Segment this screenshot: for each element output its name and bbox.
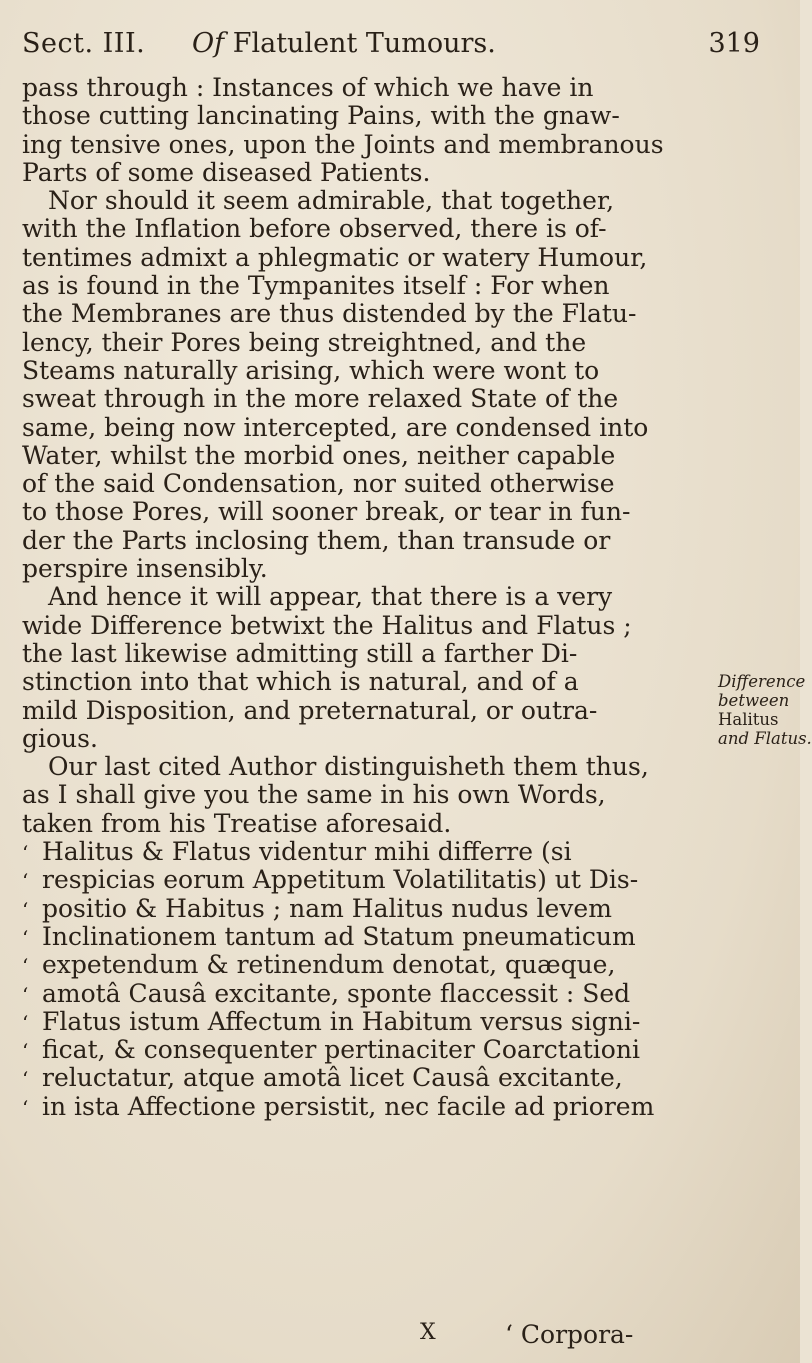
text-line xyxy=(22,300,712,328)
text-line xyxy=(22,640,712,668)
text-line-content: perspire insensibly. xyxy=(22,554,268,584)
text-line xyxy=(22,781,712,809)
quote-mark: ‘ xyxy=(22,925,29,950)
text-line-content: Halitus & Flatus videntur mihi differre (si xyxy=(42,837,572,867)
quote-mark: ‘ xyxy=(22,954,29,979)
text-line xyxy=(22,866,712,894)
running-title-of: Of xyxy=(192,28,225,59)
signature-mark: X xyxy=(420,1320,436,1345)
margin-note-line: and Flatus. xyxy=(718,729,812,748)
text-line xyxy=(22,131,712,159)
text-line-content: amotâ Causâ excitante, sponte flaccessit : Sed xyxy=(42,978,631,1008)
text-line-content: pass through : Instances of which we have in xyxy=(22,73,594,102)
text-line-content: Nor should it seem admirable, that together, xyxy=(48,186,615,216)
text-line-content: expetendum & retinendum denotat, quæque, xyxy=(42,950,616,980)
text-line xyxy=(22,244,712,272)
margin-note-line: Halitus xyxy=(718,710,779,729)
text-line xyxy=(22,753,712,781)
text-line xyxy=(22,838,712,866)
quote-mark: ‘ xyxy=(22,1039,29,1064)
text-line-content: Our last cited Author distinguisheth them thus, xyxy=(48,752,649,782)
text-line xyxy=(22,498,712,526)
text-line xyxy=(22,470,712,498)
running-title-rest: Flatulent Tumours. xyxy=(232,28,496,59)
text-line xyxy=(22,187,712,215)
text-line xyxy=(22,272,712,300)
text-line xyxy=(22,1093,712,1121)
text-line-content: respicias eorum Appetitum Volatilitatis) ut Dis- xyxy=(42,865,639,895)
quote-mark: ‘ xyxy=(22,982,29,1007)
page-number: 319 xyxy=(708,28,760,59)
text-line xyxy=(22,442,712,470)
margin-note-line: between xyxy=(718,691,790,710)
text-line-content: Parts of some diseased Patients. xyxy=(22,157,431,187)
text-line-content: ing tensive ones, upon the Joints and membranous xyxy=(22,129,664,159)
quote-mark: ‘ xyxy=(22,1010,29,1035)
text-line-content: taken from his Treatise aforesaid. xyxy=(22,808,452,838)
text-line-content: same, being now intercepted, are condensed into xyxy=(22,412,649,442)
text-line xyxy=(22,357,712,385)
text-line-content: ficat, & consequenter pertinaciter Coarctationi xyxy=(42,1035,640,1065)
section-number: Sect. III. xyxy=(22,28,146,59)
text-line-content: sweat through in the more relaxed State of the xyxy=(22,384,619,414)
text-line-content: tentimes admixt a phlegmatic or watery Humour, xyxy=(22,242,648,272)
text-line-content: wide Difference betwixt the Halitus and Flatus ; xyxy=(22,610,632,640)
quote-mark: ‘ xyxy=(22,869,29,894)
text-line-content: to those Pores, will sooner break, or tear in fun- xyxy=(22,497,631,527)
quote-mark: ‘ xyxy=(22,1067,29,1092)
text-line xyxy=(22,1036,712,1064)
text-line xyxy=(22,1008,712,1036)
running-header xyxy=(22,28,760,72)
text-line-content: those cutting lancinating Pains, with the gnaw- xyxy=(22,101,620,131)
text-line xyxy=(22,810,712,838)
text-line-content: gious. xyxy=(22,723,98,753)
text-line-content: as is found in the Tympanites itself : For when xyxy=(22,271,610,301)
text-line xyxy=(22,215,712,243)
text-line-content: with the Inflation before observed, there is of- xyxy=(22,214,607,244)
text-line-content: mild Disposition, and preternatural, or outra- xyxy=(22,695,598,725)
text-line xyxy=(22,612,712,640)
text-line xyxy=(22,527,712,555)
text-line-content: as I shall give you the same in his own Words, xyxy=(22,780,606,810)
text-line xyxy=(22,102,712,130)
text-line-content: reluctatur, atque amotâ licet Causâ excitante, xyxy=(42,1063,623,1093)
margin-note-line: Difference xyxy=(718,672,806,691)
text-line xyxy=(22,895,712,923)
text-line xyxy=(22,951,712,979)
text-line xyxy=(22,583,712,611)
text-line xyxy=(22,725,712,753)
text-line xyxy=(22,923,712,951)
text-line-content: the last likewise admitting still a farther Di- xyxy=(22,638,578,668)
page-footer xyxy=(0,1320,800,1350)
text-line-content: positio & Habitus ; nam Halitus nudus levem xyxy=(42,893,612,923)
quote-mark: ‘ xyxy=(22,897,29,922)
text-line xyxy=(22,697,712,725)
text-line xyxy=(22,385,712,413)
text-line xyxy=(22,74,712,102)
text-line xyxy=(22,414,712,442)
text-line-content: the Membranes are thus distended by the Flatu- xyxy=(22,299,637,329)
text-line xyxy=(22,159,712,187)
text-line-content: of the said Condensation, nor suited otherwise xyxy=(22,469,615,499)
running-title xyxy=(192,28,496,59)
text-line xyxy=(22,668,712,696)
quote-mark: ‘ xyxy=(22,1095,29,1120)
text-line xyxy=(22,329,712,357)
catchword: ‘ Corpora- xyxy=(505,1320,634,1349)
text-line-content: Water, whilst the morbid ones, neither capable xyxy=(22,440,616,470)
text-line xyxy=(22,555,712,583)
quote-mark: ‘ xyxy=(22,841,29,866)
text-line-content: And hence it will appear, that there is a very xyxy=(48,582,613,612)
text-line-content: lency, their Pores being streightned, and the xyxy=(22,327,587,357)
text-line-content: Inclinationem tantum ad Statum pneumaticum xyxy=(42,921,636,951)
margin-note xyxy=(718,672,812,748)
body-text xyxy=(22,74,712,1121)
text-line-content: in ista Affectione persistit, nec facile ad priorem xyxy=(42,1091,655,1121)
text-line xyxy=(22,980,712,1008)
text-line-content: Steams naturally arising, which were wont to xyxy=(22,355,600,385)
text-line-content: Flatus istum Affectum in Habitum versus signi- xyxy=(42,1006,641,1036)
text-line-content: stinction into that which is natural, and of a xyxy=(22,667,579,697)
text-line-content: der the Parts inclosing them, than transude or xyxy=(22,525,611,555)
text-line xyxy=(22,1064,712,1092)
